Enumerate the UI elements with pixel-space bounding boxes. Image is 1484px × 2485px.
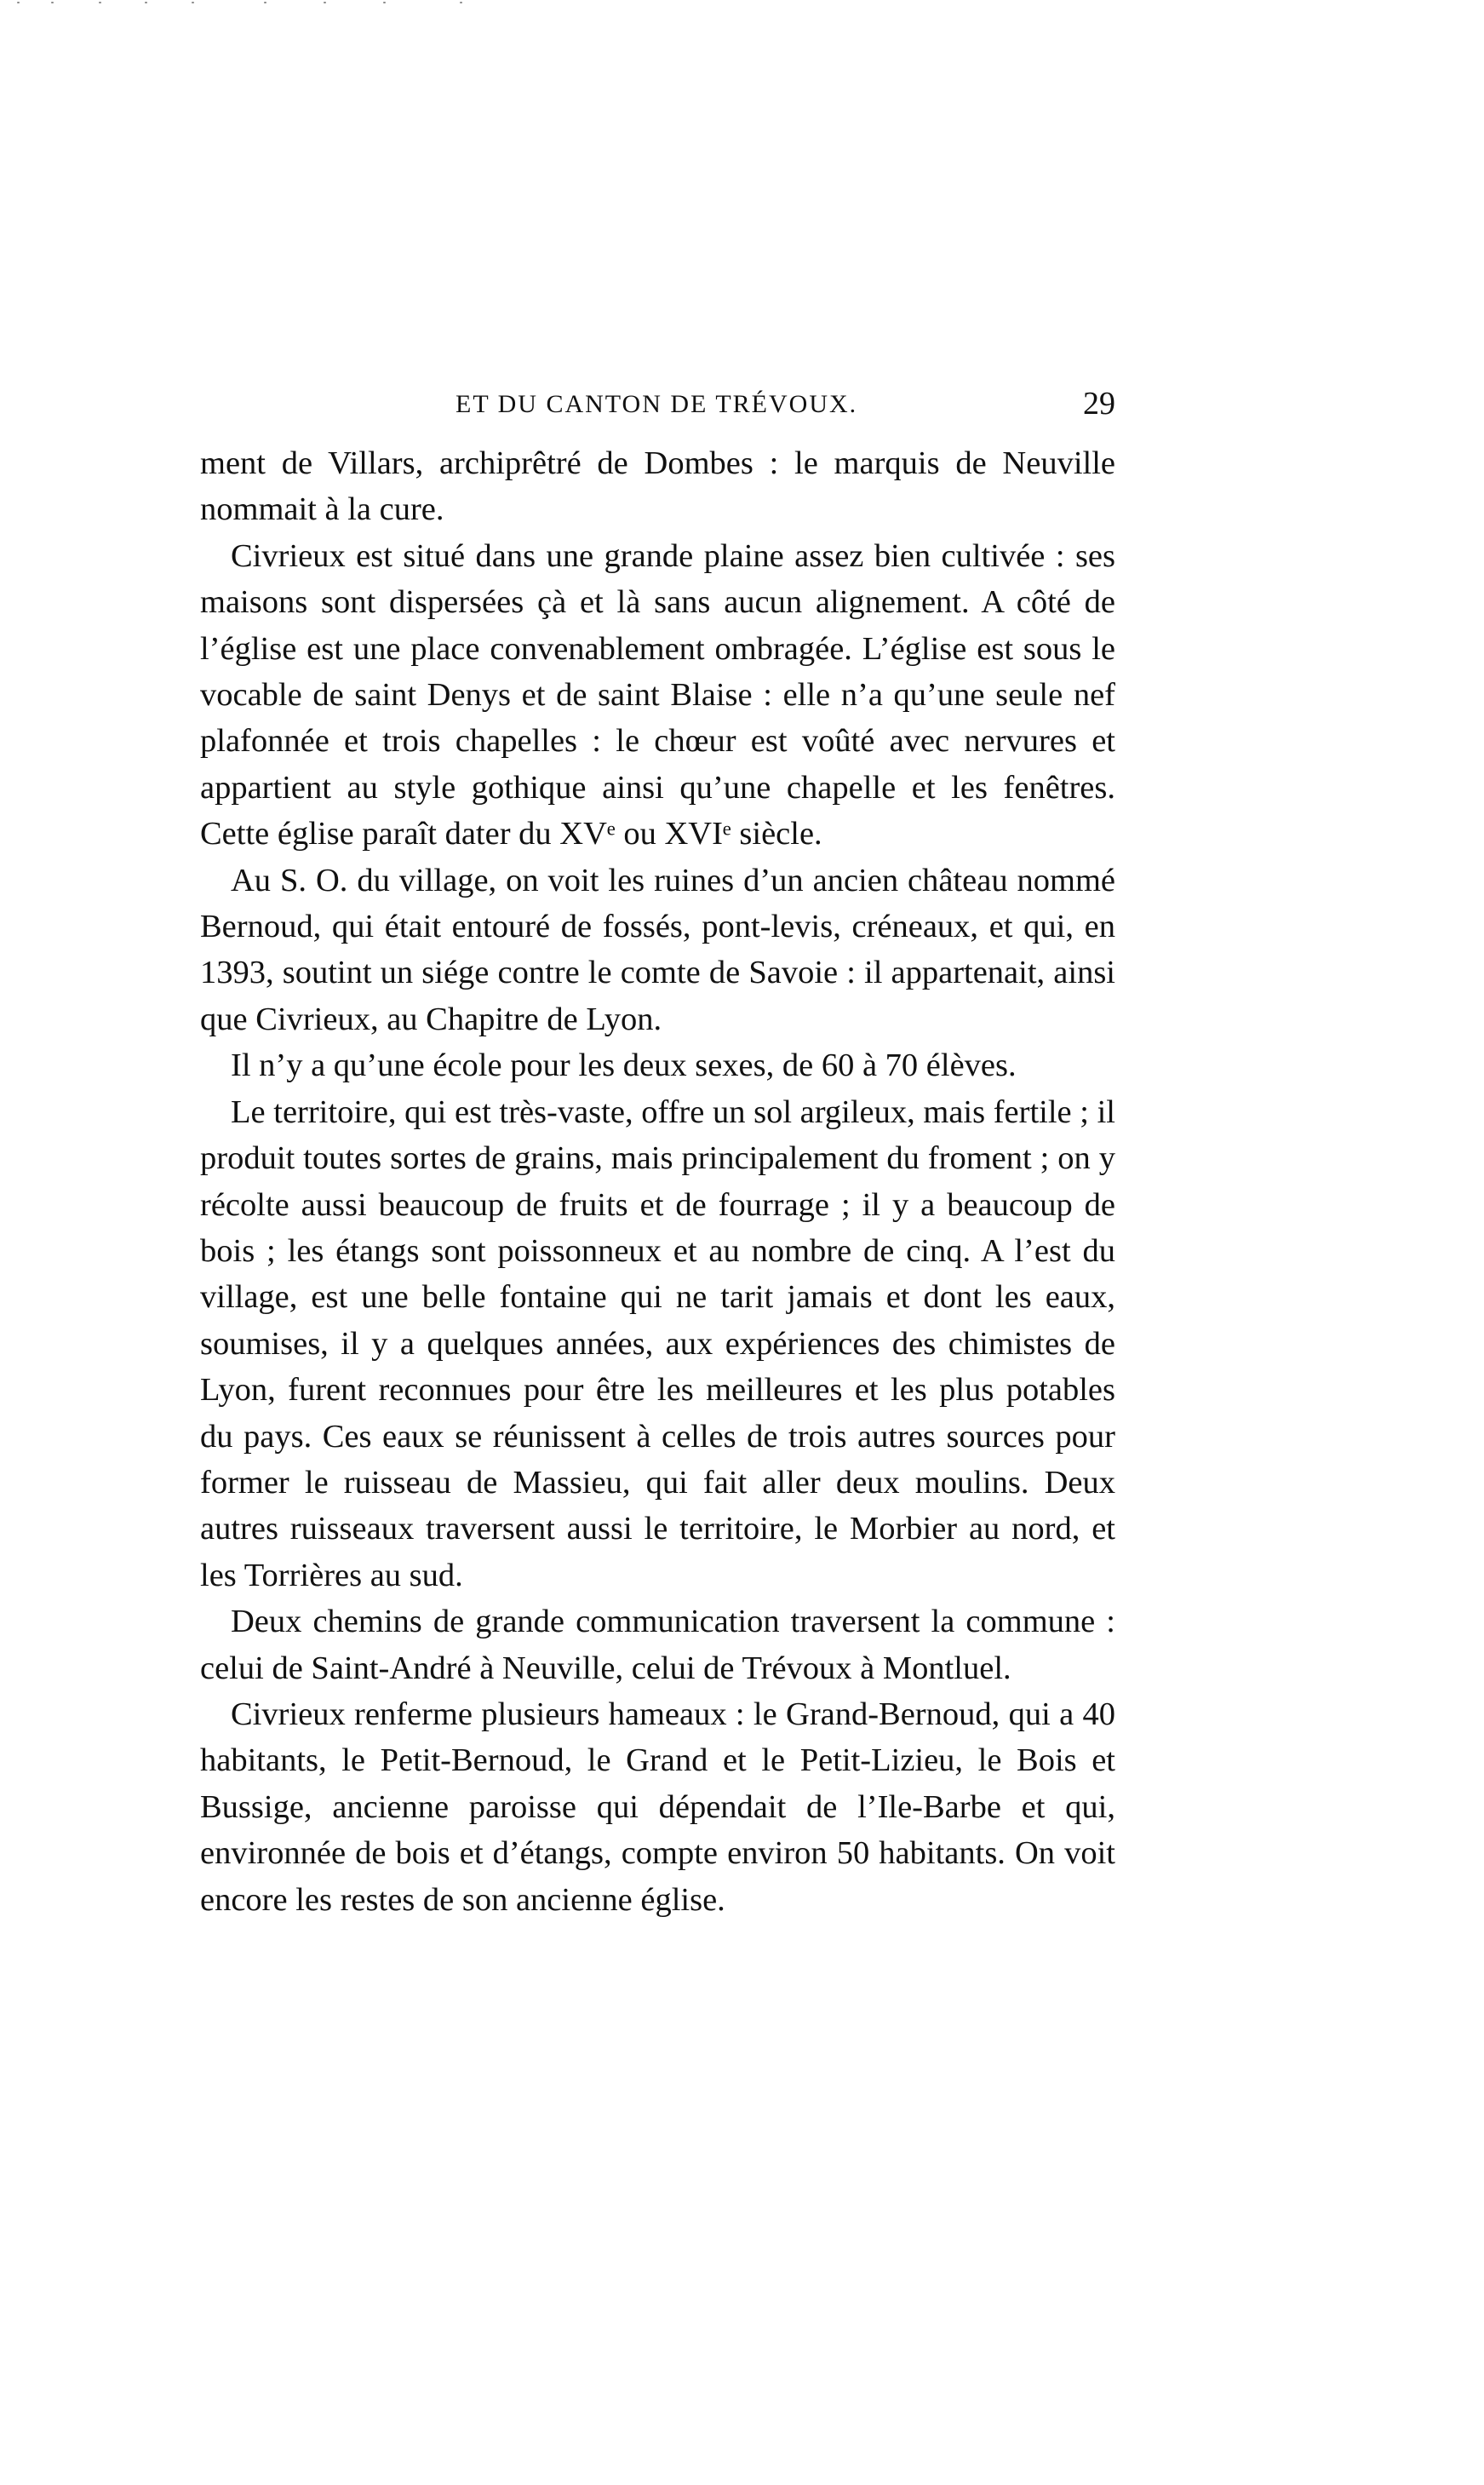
running-head <box>200 385 1115 436</box>
paragraph-church: Civrieux est situé dans une grande plaine assez bien cultivée : ses maisons sont dispersées çà et là sans aucun alignement. A côté de l’église est une place convenablement ombragée. L’église est sous le vocable de saint Denys et de saint Blaise : elle n’a qu’une seule nef plafonnée et trois chapelles : le chœur est voûté avec nervures et appartient au style gothique ainsi qu’une chapelle et les fenêtres. Cette église paraît dater du XVᵉ ou XVIᵉ siècle. <box>200 537 1115 852</box>
paragraph-territory: Le territoire, qui est très-vaste, offre un sol argileux, mais fertile ; il produit toutes sortes de grains, mais principalement du froment ; on y récolte aussi beaucoup de fruits et de fourrage ; il y a beaucoup de bois ; les étangs sont poissonneux et au nombre de cinq. A l’est du village, est une belle fontaine qui ne tarit jamais et dont les eaux, soumises, il y a quelques années, aux expériences des chimistes de Lyon, furent reconnues pour être les meilleures et les plus potables du pays. Ces eaux se réunissent à celles de trois autres sources pour former le ruisseau de Massieu, qui fait aller deux moulins. Deux autres ruisseaux traversent aussi le territoire, le Morbier au nord, et les Torrières au sud. <box>200 1093 1115 1593</box>
body-text <box>200 440 1115 1923</box>
page-number: 29 <box>1083 386 1115 422</box>
paragraph-hamlets: Civrieux renferme plusieurs hameaux : le Grand-Bernoud, qui a 40 habitants, le Petit-Bernoud, le Grand et le Petit-Lizieu, le Bois et Bussige, ancienne paroisse qui dépendait de l’Ile-Barbe et qui, environnée de bois et d’étangs, compte environ 50 habitants. On voit encore les restes de son ancienne église. <box>200 1696 1115 1918</box>
paragraph-continuation: ment de Villars, archiprêtré de Dombes : le marquis de Neuville nommait à la cure. <box>200 445 1115 528</box>
paragraph-chateau: Au S. O. du village, on voit les ruines d’un ancien château nommé Bernoud, qui était entouré de fossés, pont-levis, créneaux, et qui, en 1393, soutint un siége contre le comte de Savoie : il appartenait, ainsi que Civrieux, au Chapitre de Lyon. <box>200 862 1115 1037</box>
running-title: ET DU CANTON DE TRÉVOUX. <box>456 390 858 418</box>
paragraph-school: Il n’y a qu’une école pour les deux sexes, de 60 à 70 élèves. <box>231 1047 1017 1084</box>
paragraph-roads: Deux chemins de grande communication traversent la commune : celui de Saint-André à Neuville, celui de Trévoux à Montluel. <box>200 1604 1115 1686</box>
scan-specks <box>17 0 494 14</box>
